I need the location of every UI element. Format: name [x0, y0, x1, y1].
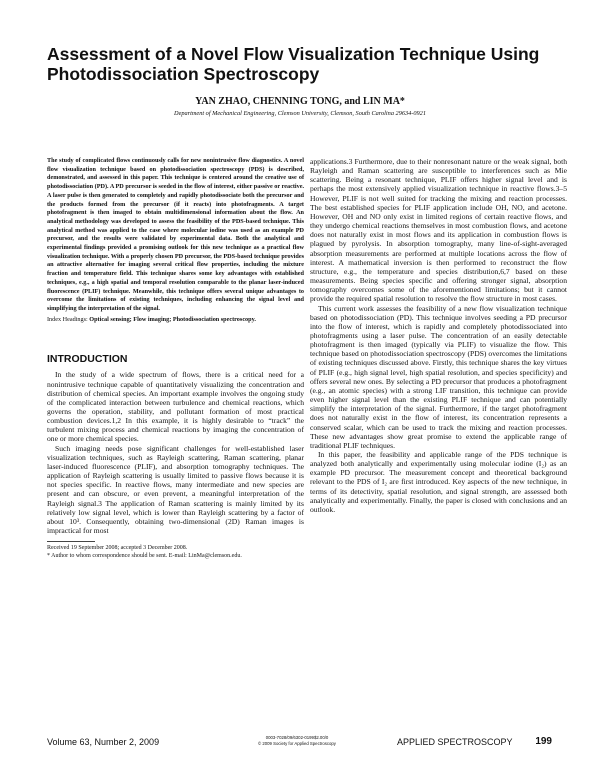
- journal-name: APPLIED SPECTROSCOPY: [397, 737, 513, 747]
- paragraph: In the study of a wide spectrum of flows, there is a critical need for a nonintrusive technique capable of quantitatively visualizing the concentration and distribution of chemical species. An important example involves the ongoing study of the complicated interaction between turbulence and chemical reactions, which governs the operation, stability, and pollutant formation of most practical combustion devices.1,2 In this example, it is highly desirable to “track” the turbulent mixing process and chemical reactions by imaging the concentration of one or more chemical species.: [47, 370, 304, 444]
- volume-info: Volume 63, Number 2, 2009: [47, 737, 160, 747]
- paragraph: applications.3 Furthermore, due to their nonresonant nature or the weak signal, both Rayleigh and Raman scattering are susceptible to interferences such as Mie scattering. Being a resonant technique, PLIF offers higher signal level and is perhaps the most extensively applied visualization technique in reactive flows.3–5 However, PLIF is not well suited for tracking the mixing and reaction processes. The best established species for PLIF application include OH, NO, and acetone. However, OH and NO only exist in limited regions of certain reactive flows, and they undergo chemical reactions themselves in most combustion flows, and acetone does not naturally exist in most flows and its application in combustion flows is plagued by pyrolysis. In absorption tomography, many line-of-sight-averaged absorption measurements are performed at multiple locations across the flow of interest. A mathematical inversion is then performed to reconstruct the flow structure, e.g., the temperature and species distribution,6,7 based on these measurements. Being species specific and offering stronger signal, absorption tomography overcomes some of the aforementioned limitations; but it cannot provide the required spatial resolution to resolve the flow structure in most cases.: [310, 157, 567, 304]
- right-column: [310, 157, 567, 514]
- affiliation: Department of Mechanical Engineering, Clemson University, Clemson, South Carolina 29634-0921: [174, 110, 426, 117]
- index-headings: [47, 316, 304, 325]
- footnote-divider: [47, 541, 95, 542]
- copyright-notice: © 2009 Society for Applied Spectroscopy: [258, 741, 336, 746]
- section-heading-introduction: INTRODUCTION: [47, 353, 128, 366]
- footnote-received: Received 19 September 2008; accepted 3 December 2008.: [47, 545, 188, 552]
- paragraph: In this paper, the feasibility and applicable range of the PDS technique is analyzed both analytically and experimentally using molecular iodine (I₂) as an example PD precursor. The measurement concept and theoretical background relevant to the PDS of I₂ are first introduced. Key aspects of the new technique, in terms of its detectivity, spatial resolution, and signal strength, are assessed both analytically and experimentally. Finally, the paper is closed with conclusions and an outlook.: [310, 450, 567, 514]
- left-column: [47, 157, 304, 560]
- footnote-correspondence: * Author to whom correspondence should be sent. E-mail: LinMa@clemson.edu.: [47, 552, 242, 559]
- index-headings-terms: Optical sensing; Flow imaging; Photodissociation spectroscopy.: [89, 315, 256, 323]
- copyright-block: [242, 735, 352, 747]
- author-list: YAN ZHAO, CHENNING TONG, and LIN MA*: [195, 96, 405, 107]
- page-number: 199: [535, 736, 552, 747]
- abstract: The study of complicated flows continuously calls for new nonintrusive flow diagnostics. A novel flow visualization technique based on photodissociation spectroscopy (PDS) is described, demonstrated, and assessed in this paper. This technique is centered around the creative use of photodissociation (PD). A PD precursor is seeded in the flow of interest, either passive or reactive. A laser pulse is then generated to completely and rapidly photodissociate both the precursor and the products formed from the precursor (if it reacts) into photofragments. A target photofragment is then imaged to obtain multidimensional information about the flow. An analytical methodology was developed to assess the feasibility of the PDS-based technique. This analytical method was applied to the case where molecular iodine was used as an example PD precursor, and the results were validated by experimental data. Both the analytical and experimental findings provided a promising outlook for this new technique as a practical flow visualization technique. With a properly chosen PD precursor, the PDS-based technique provides an attractive alternative for imaging several critical flow properties, including the mixture fraction and temperature field. This technique shares some key advantages with established techniques, e.g., a high spatial and temporal resolution comparable to the planar laser-induced fluorescence (PLIF) technique. Meanwhile, this technique offers several unique advantages to overcome the limitations of existing techniques, including enhancing the signal level and simplifying the interpretation of the signal.: [47, 157, 304, 312]
- doi-code: 0003-7028/09/6302-0199$2.00/0: [265, 735, 329, 740]
- paragraph: Such imaging needs pose significant challenges for well-established laser visualization techniques, such as Rayleigh scattering, Raman scattering, planar laser-induced fluorescence (PLIF), and absorption tomography techniques. The application of Rayleigh scattering is usually limited to passive flows because it is not species specific. In reactive flows, many intermediate and new species are present and can obscure, or even prevent, a meaningful interpretation of the Rayleigh signal.3 The application of Raman scattering is mainly limited by its relatively low signal level, which is lower than Rayleigh scattering by a factor of about 10³. Consequently, obtaining two-dimensional (2D) Raman images is impractical for most: [47, 443, 304, 536]
- page-footer: [47, 735, 552, 755]
- index-headings-label: Index Headings:: [47, 315, 88, 323]
- paragraph: This current work assesses the feasibility of a new flow visualization technique based on photodissociation (PD). This technique involves seeding a PD precursor into the flow of interest, which is rapidly and completely photodissociated into photofragments using a laser pulse. The concentration of an easily detectable photofragment is then imaged (typically via PLIF) to visualize the flow. This technique based on photodissociation spectroscopy (PDS) overcomes the limitations of existing techniques discussed above. Firstly, this technique shares the key virtues of PLIF (e.g., high signal level, high spatial resolution, and species specificity) and offers several new ones. By selecting a PD precursor that produces a photofragment (e.g., an atomic species) with a strong LIF transition, this technique can provide even higher signal level than the existing PLIF technique and can potentially simplify the interpretation of the signal. Furthermore, if the target photofragment does not naturally exist in the flow of interest, its concentration represents a conserved scalar, which can be used to track the mixing and reaction processes. These new advantages show great promise to extend the applicable range of traditional PLIF techniques.: [310, 303, 567, 450]
- article-title: Assessment of a Novel Flow Visualization Technique Using Photodissociation Spectroscopy: [47, 44, 540, 84]
